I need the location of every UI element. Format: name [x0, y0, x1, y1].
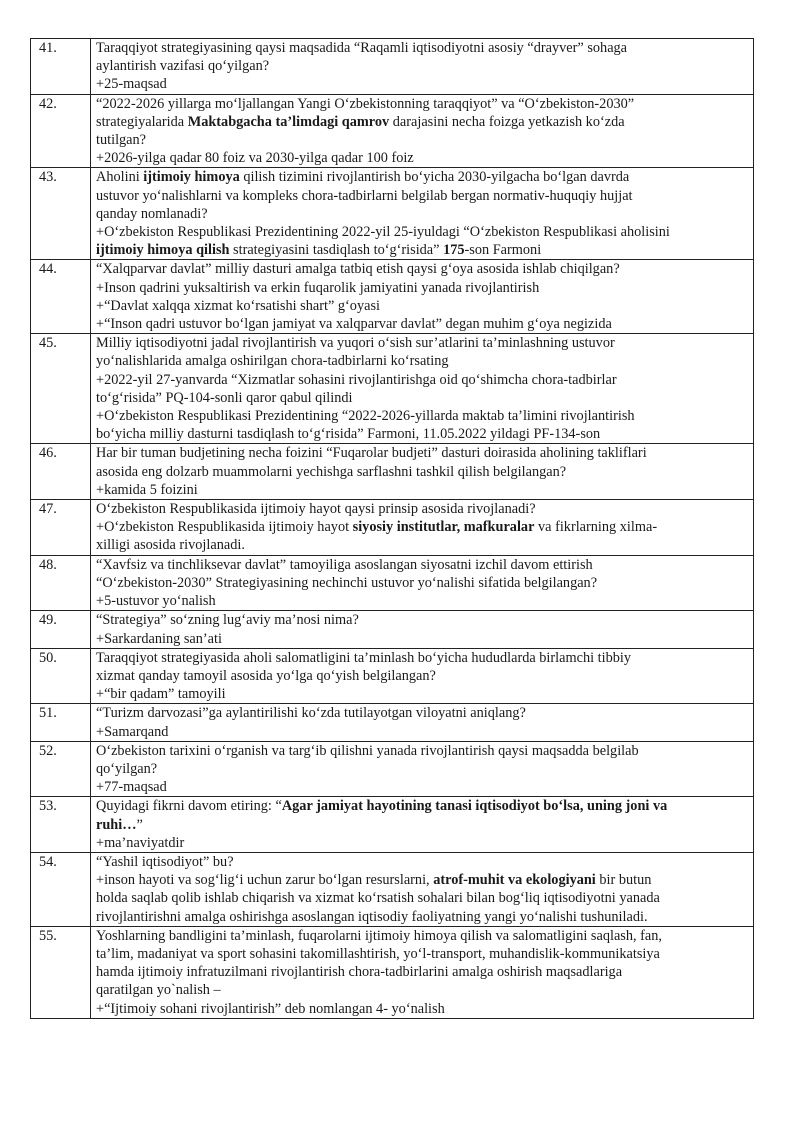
text-line [96, 518, 747, 536]
text-line [96, 75, 747, 93]
text-line [96, 1000, 747, 1018]
question-number: 43. [31, 168, 91, 260]
question-content [91, 704, 754, 741]
text-segment: Taraqqiyot strategiyasida aholi salomatligini ta’minlash bo‘yicha hududlarda birlamchi tibbiy [96, 649, 631, 666]
text-segment: qanday nomlanadi? [96, 205, 208, 222]
text-line [96, 168, 747, 186]
text-segment: +Inson qadrini yuksaltirish va erkin fuqarolik jamiyatini yanada rivojlantirish [96, 279, 540, 296]
text-segment: qo‘yilgan? [96, 760, 158, 777]
bold-text: Agar jamiyat hayotining tanasi iqtisodiyot bo‘lsa, uning joni va [281, 798, 668, 815]
question-number: 49. [31, 611, 91, 648]
text-line [96, 149, 747, 167]
text-segment: asosida eng dolzarb muammolarni yechishga sarflashni tashkil qilish belgilangan? [96, 463, 567, 480]
text-line [96, 945, 747, 963]
question-number: 41. [31, 39, 91, 95]
text-segment: Milliy iqtisodiyotni jadal rivojlantirish va yuqori o‘sish sur’atlarini ta’minlashning ustuvor [96, 335, 615, 352]
text-segment: tutilgan? [96, 132, 147, 149]
text-segment: +O‘zbekiston Respublikasida ijtimoiy hayot [96, 519, 353, 536]
text-line [96, 889, 747, 907]
question-content [91, 168, 754, 260]
text-line [96, 205, 747, 223]
question-content [91, 611, 754, 648]
question-content [91, 797, 754, 853]
text-segment: qaratilgan yo`nalish – [96, 982, 221, 999]
text-segment: -son Farmoni [464, 242, 542, 259]
question-content [91, 555, 754, 611]
text-line [96, 389, 747, 407]
text-segment: +Samarqand [96, 723, 169, 740]
question-content [91, 926, 754, 1018]
question-number: 51. [31, 704, 91, 741]
table-row [31, 648, 754, 704]
table-row [31, 168, 754, 260]
text-line [96, 611, 747, 629]
text-segment: “2022-2026 yillarga mo‘ljallangan Yangi O‘zbekistonning taraqqiyot” va “O‘zbekiston-2030” [96, 95, 635, 112]
question-content [91, 260, 754, 334]
bold-text: Maktabgacha ta’limdagi qamrov [187, 113, 390, 130]
text-line [96, 57, 747, 75]
text-line [96, 297, 747, 315]
text-line [96, 742, 747, 760]
text-segment: +“Ijtimoiy sohani rivojlantirish” deb nomlangan 4- yo‘nalish [96, 1000, 445, 1017]
text-line [96, 463, 747, 481]
text-line [96, 352, 747, 370]
text-line [96, 778, 747, 796]
question-number: 44. [31, 260, 91, 334]
text-segment: yo‘nalishlarida amalga oshirilgan chora-tadbirlarni ko‘rsating [96, 353, 449, 370]
text-line [96, 667, 747, 685]
text-line [96, 704, 747, 722]
text-line [96, 723, 747, 741]
text-segment: +“bir qadam” tamoyili [96, 686, 226, 703]
question-content [91, 741, 754, 797]
question-number: 47. [31, 500, 91, 556]
text-segment: +O‘zbekiston Respublikasi Prezidentining “2022-2026-yillarda maktab ta’limini rivojlantirish [96, 408, 635, 425]
bold-text: ijtimoiy himoya [143, 169, 240, 186]
bold-text: ruhi… [96, 816, 137, 833]
bold-text: atrof-muhit va ekologiyani [433, 872, 596, 889]
table-row [31, 926, 754, 1018]
text-segment: Aholini [96, 169, 144, 186]
text-line [96, 853, 747, 871]
text-segment: strategiyasini tasdiqlash to‘g‘risida” [229, 242, 444, 259]
text-segment: “Strategiya” so‘zning lug‘aviy ma’nosi nima? [96, 612, 359, 629]
table-row [31, 741, 754, 797]
text-segment: ” [136, 816, 143, 833]
text-segment: rivojlantirishni amalga oshirishga asoslangan iqtisodiy faoliyatning yangi yo‘nalishi tushuniladi. [96, 908, 648, 925]
text-line [96, 95, 747, 113]
question-number: 55. [31, 926, 91, 1018]
question-number: 52. [31, 741, 91, 797]
table-row [31, 94, 754, 168]
text-segment: ta’lim, madaniyat va sport sohasini takomillashtirish, yo‘l-transport, muhandislik-kommunikatsiya [96, 945, 660, 962]
text-line [96, 223, 747, 241]
text-line [96, 334, 747, 352]
table-row [31, 444, 754, 500]
text-line [96, 131, 747, 149]
text-segment: Quyidagi fikrni davom etiring: “ [96, 798, 282, 815]
question-number: 54. [31, 852, 91, 926]
text-segment: O‘zbekiston tarixini o‘rganish va targ‘ib qilishni yanada rivojlantirish qaysi maqsadda belgilab [96, 742, 639, 759]
text-segment: bir butun [595, 872, 652, 889]
text-segment: +2022-yil 27-yanvarda “Xizmatlar sohasini rivojlantirishga oid qo‘shimcha chora-tadbirlar [96, 371, 617, 388]
question-number: 53. [31, 797, 91, 853]
text-line [96, 927, 747, 945]
question-number: 48. [31, 555, 91, 611]
text-line [96, 187, 747, 205]
question-content [91, 39, 754, 95]
text-segment: ustuvor yo‘nalishlarni va kompleks chora-tadbirlarni belgilab bergan normativ-huquqiy hujjat [96, 187, 633, 204]
text-segment: “Turizm darvozasi”ga aylantirilishi ko‘zda tutilayotgan viloyatni aniqlang? [96, 705, 526, 722]
table-row [31, 500, 754, 556]
text-line [96, 279, 747, 297]
text-line [96, 649, 747, 667]
text-segment: +O‘zbekiston Respublikasi Prezidentining 2022-yil 25-iyuldagi “O‘zbekiston Respublikasi aholisini [96, 224, 670, 241]
text-segment: +2026-yilga qadar 80 foiz va 2030-yilga qadar 100 foiz [96, 150, 414, 167]
question-table [30, 38, 754, 1019]
text-line [96, 963, 747, 981]
text-segment: to‘g‘risida” PQ-104-sonli qaror qabul qilindi [96, 389, 353, 406]
question-content [91, 648, 754, 704]
table-row [31, 852, 754, 926]
text-line [96, 834, 747, 852]
text-segment: +5-ustuvor yo‘nalish [96, 593, 216, 610]
text-segment: “Xavfsiz va tinchliksevar davlat” tamoyiliga asoslangan siyosatni izchil davom ettirish [96, 556, 593, 573]
text-line [96, 908, 747, 926]
text-line [96, 315, 747, 333]
question-number: 46. [31, 444, 91, 500]
text-segment: Yoshlarning bandligini ta’minlash, fuqarolarni ijtimoiy himoya qilish va salomatligini saqlash, fan, [96, 927, 662, 944]
text-line [96, 260, 747, 278]
text-line [96, 407, 747, 425]
text-segment: darajasini necha foizga yetkazish ko‘zda [389, 113, 625, 130]
text-line [96, 592, 747, 610]
text-line [96, 760, 747, 778]
text-segment: va fikrlarning xilma- [534, 519, 658, 536]
text-line [96, 816, 747, 834]
text-segment: Taraqqiyot strategiyasining qaysi maqsadida “Raqamli iqtisodiyotni asosiy “drayver” sohaga [96, 40, 628, 56]
text-segment: qilish tizimini rivojlantirish bo‘yicha 2030-yilgacha bo‘lgan davrda [239, 169, 630, 186]
question-number: 45. [31, 334, 91, 444]
text-segment: +25-maqsad [96, 76, 167, 93]
table-row [31, 39, 754, 95]
table-row [31, 704, 754, 741]
text-segment: +“Davlat xalqqa xizmat ko‘rsatishi shart” g‘oyasi [96, 297, 380, 314]
question-number: 42. [31, 94, 91, 168]
table-row [31, 260, 754, 334]
question-table-body [31, 39, 754, 1019]
bold-text: ijtimoiy himoya qilish [96, 242, 230, 259]
question-content [91, 444, 754, 500]
text-line [96, 685, 747, 703]
text-segment: holda saqlab qolib ishlab chiqarish va xizmat ko‘rsatish sohalari bilan bog‘liq iqtisodiyotni yanada [96, 890, 660, 907]
text-line [96, 871, 747, 889]
text-segment: +kamida 5 foizini [96, 481, 198, 498]
text-segment: +ma’naviyatdir [96, 834, 185, 851]
text-line [96, 371, 747, 389]
question-number: 50. [31, 648, 91, 704]
text-segment: “Yashil iqtisodiyot” bu? [96, 853, 234, 870]
text-line [96, 981, 747, 999]
text-segment: +inson hayoti va sog‘lig‘i uchun zarur bo‘lgan resurslarni, [96, 872, 434, 889]
text-segment: xizmat qanday tamoyil asosida yo‘lga qo‘yish belgilangan? [96, 667, 436, 684]
text-line [96, 241, 747, 259]
text-segment: +“Inson qadri ustuvor bo‘lgan jamiyat va xalqparvar davlat” degan muhim g‘oya negizida [96, 316, 612, 333]
text-line [96, 536, 747, 554]
text-segment: hamda ijtimoiy infratuzilmani rivojlantirish chora-tadbirlarini amalga oshirish maqsadlariga [96, 964, 623, 981]
text-segment: bo‘yicha milliy dasturni tasdiqlash to‘g‘risida” Farmoni, 11.05.2022 yildagi PF-134-son [96, 426, 601, 443]
text-line [96, 574, 747, 592]
text-segment: xilligi asosida rivojlanadi. [96, 537, 245, 554]
question-content [91, 334, 754, 444]
bold-text: 175 [443, 242, 465, 259]
question-content [91, 500, 754, 556]
table-row [31, 611, 754, 648]
text-segment: +Sarkardaning san’ati [96, 630, 222, 647]
document-page [30, 38, 754, 1019]
text-line [96, 556, 747, 574]
table-row [31, 797, 754, 853]
text-segment: aylantirish vazifasi qo‘yilgan? [96, 58, 270, 75]
question-content [91, 852, 754, 926]
bold-text: siyosiy institutlar, mafkuralar [352, 519, 535, 536]
text-line [96, 444, 747, 462]
text-segment: Har bir tuman budjetining necha foizini “Fuqarolar budjeti” dasturi doirasida aholining takliflari [96, 445, 647, 462]
text-segment: +77-maqsad [96, 779, 167, 796]
text-segment: strategiyalarida [96, 113, 188, 130]
text-line [96, 481, 747, 499]
table-row [31, 555, 754, 611]
text-segment: “O‘zbekiston-2030” Strategiyasining nechinchi ustuvor yo‘nalishi sifatida belgilangan? [96, 574, 598, 591]
text-segment: O‘zbekiston Respublikasida ijtimoiy hayot qaysi prinsip asosida rivojlanadi? [96, 501, 536, 518]
table-row [31, 334, 754, 444]
text-line [96, 113, 747, 131]
text-line [96, 425, 747, 443]
text-line [96, 500, 747, 518]
text-line [96, 39, 747, 57]
text-line [96, 797, 747, 815]
question-content [91, 94, 754, 168]
text-segment: “Xalqparvar davlat” milliy dasturi amalga tatbiq etish qaysi g‘oya asosida ishlab chiqilgan? [96, 261, 620, 278]
text-line [96, 630, 747, 648]
